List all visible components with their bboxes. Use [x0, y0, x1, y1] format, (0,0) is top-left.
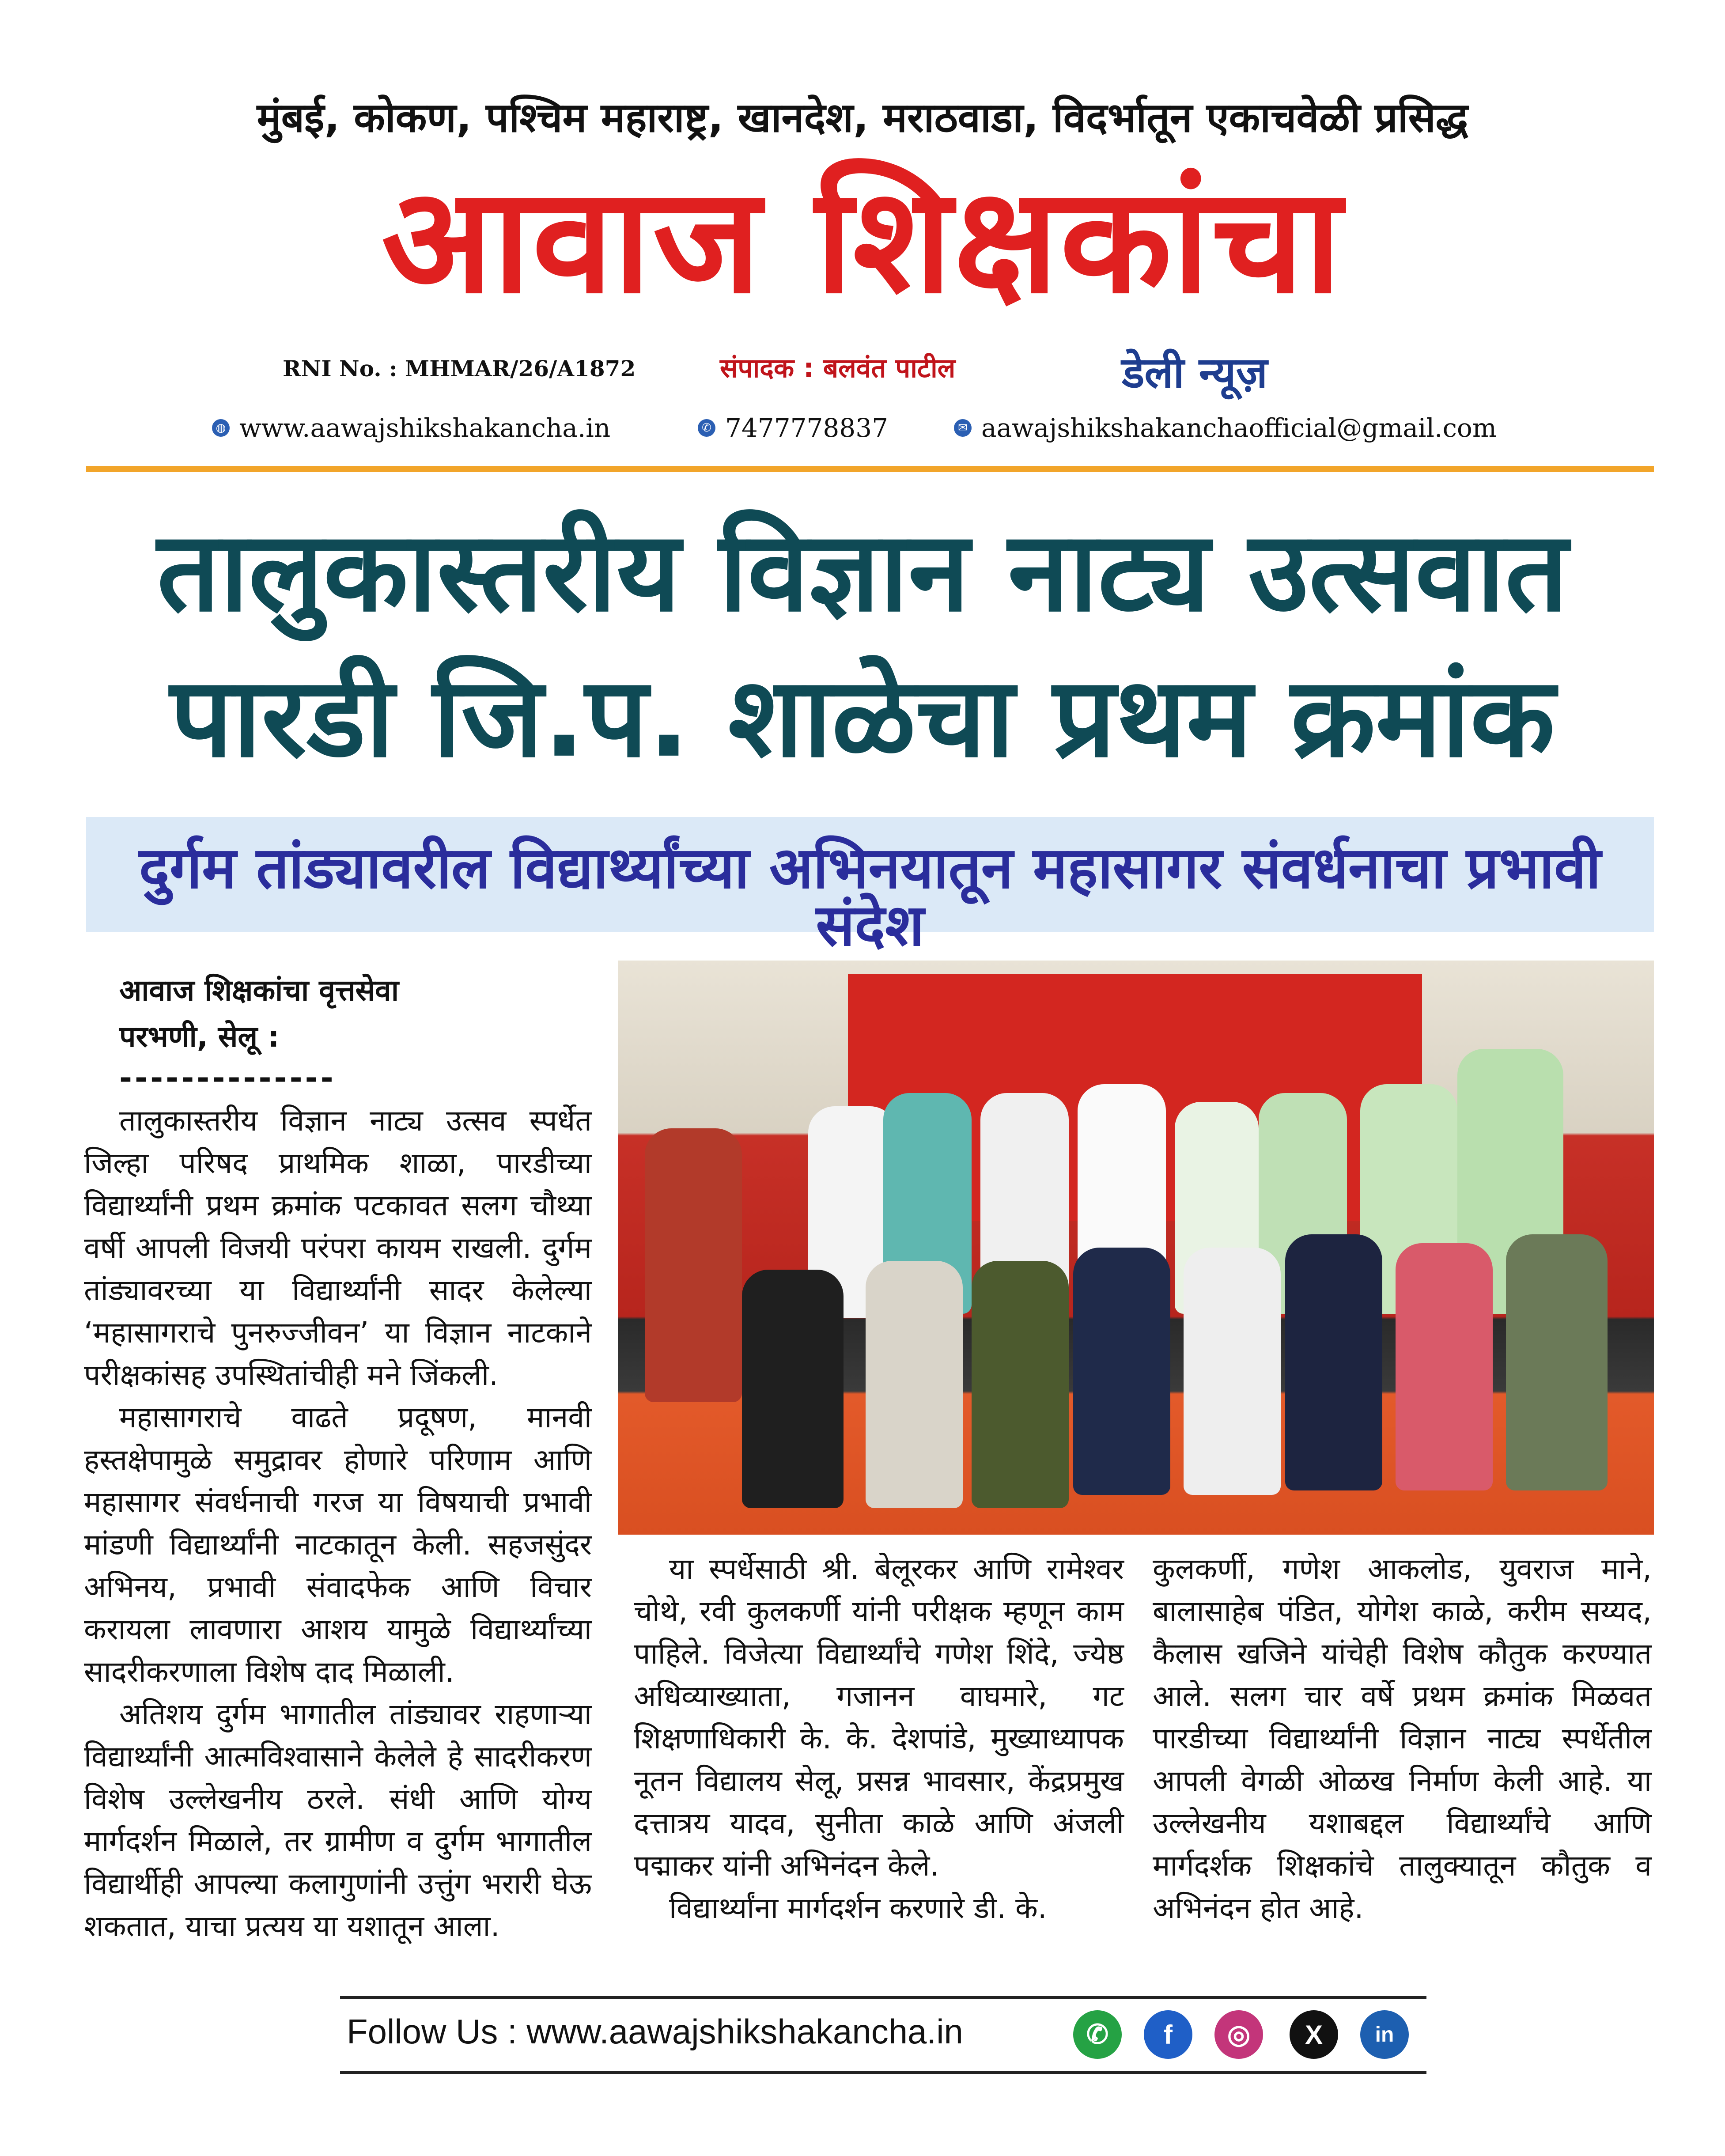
news-photo [618, 961, 1654, 1535]
photo-student [742, 1270, 844, 1508]
globe-icon: ◍ [212, 419, 230, 437]
website-text: www.aawajshikshakancha.in [239, 413, 611, 443]
website-contact[interactable] [212, 413, 610, 443]
phone-contact[interactable] [698, 413, 888, 443]
photo-student [1184, 1248, 1281, 1495]
linkedin-icon[interactable]: in [1360, 2010, 1409, 2059]
photo-student [1506, 1234, 1608, 1490]
article-paragraph: कुलकर्णी, गणेश आकलोड, युवराज माने, बालासाहेब पंडित, योगेश काळे, करीम सय्यद, कैलास खजिने यांचेही विशेष कौतुक करण्यात आले. सलग चार वर्षे प्रथम क्रमांक मिळवत पारडीच्या विद्यार्थ्यांनी विज्ञान नाट्य स्पर्धेतील आपली वेगळी ओळख निर्माण केली आहे. या उल्लेखनीय यशाबद्दल विद्यार्थ्यांचे आणि मार्गदर्शक शिक्षकांचे तालुक्यातून कौतुक व अभिनंदन होत आहे. [1153, 1552, 1652, 1925]
article-column-2 [634, 1548, 1124, 1929]
phone-text: 7477778837 [725, 413, 889, 443]
footer-rule-top [340, 1996, 1426, 1999]
article-column-1 [84, 1100, 592, 1948]
follow-us-text[interactable]: Follow Us : www.aawajshikshakancha.in [347, 2012, 963, 2051]
footer-rule-bottom [340, 2071, 1426, 2074]
article-paragraph: तालुकास्तरीय विज्ञान नाट्य उत्सव स्पर्धेत जिल्हा परिषद प्राथमिक शाळा, पारडीच्या विद्यार्थ्यांनी प्रथम क्रमांक पटकावत सलग चौथ्या वर्षी आपली विजयी परंपरा कायम राखली. दुर्गम तांड्यावरच्या या विद्यार्थ्यांनी सादर केलेल्या ‘महासागराचे पुनरुज्जीवन’ या विज्ञान नाटकाने परीक्षकांसह उपस्थितांचीही मने जिंकली. [84, 1104, 592, 1392]
photo-student [1285, 1234, 1382, 1490]
rni-number: RNI No. : MHMAR/26/A1872 [283, 356, 636, 382]
whatsapp-icon[interactable]: ✆ [1073, 2010, 1122, 2059]
photo-student [1073, 1248, 1170, 1495]
tagline: मुंबई, कोकण, पश्चिम महाराष्ट्र, खानदेश, मराठवाडा, विदर्भातून एकाचवेळी प्रसिद्ध [257, 94, 1468, 141]
article-paragraph: अतिशय दुर्गम भागातील तांड्यावर राहणाऱ्या विद्यार्थ्यांनी आत्मविश्वासाने केलेले हे सादरीकरण विशेष उल्लेखनीय ठरले. संधी आणि योग्य मार्गदर्शन मिळाले, तर ग्रामीण व दुर्गम भागातील विद्यार्थीही आपल्या कलागुणांनी उत्तुंग भरारी घेऊ शकतात, याचा प्रत्यय या यशातून आला. [84, 1697, 592, 1943]
instagram-icon[interactable]: ◎ [1214, 2010, 1263, 2059]
facebook-icon[interactable]: f [1144, 2010, 1192, 2059]
article-paragraph: विद्यार्थ्यांना मार्गदर्शन करणारे डी. के. [669, 1891, 1047, 1925]
byline-agency: आवाज शिक्षकांचा वृत्तसेवा [119, 973, 399, 1007]
mail-icon: ✉ [954, 419, 972, 437]
daily-news-label: डेली न्यूज़ [1122, 348, 1267, 397]
email-text: aawajshikshakanchaofficial@gmail.com [981, 413, 1497, 443]
byline-place: परभणी, सेलू : [119, 1020, 280, 1054]
byline-separator: -------------- [119, 1060, 336, 1096]
header-divider [86, 466, 1654, 472]
email-contact[interactable] [954, 413, 1497, 443]
masthead-title: आवाज शिक्षकांचा [381, 156, 1344, 325]
headline-line-1: तालुकास्तरीय विज्ञान नाट्य उत्सवात [157, 507, 1568, 636]
photo-student [972, 1261, 1069, 1508]
editor-name: संपादक : बलवंत पाटील [720, 353, 956, 384]
headline-line-2: पारडी जि.प. शाळेचा प्रथम क्रमांक [170, 653, 1555, 782]
phone-icon: ✆ [698, 419, 715, 437]
subheadline: दुर्गम तांड्यावरील विद्यार्थ्यांच्या अभिनयातून महासागर संवर्धनाचा प्रभावी संदेश [139, 834, 1601, 959]
photo-person [645, 1128, 742, 1402]
article-paragraph: महासागराचे वाढते प्रदूषण, मानवी हस्तक्षेपामुळे समुद्रावर होणारे परिणाम आणि महासागर संवर्धनाची गरज या विषयाची प्रभावी मांडणी विद्यार्थ्यांनी नाटकातून केली. सहजसुंदर अभिनय, प्रभावी संवादफेक आणि विचार करायला लावणारा आशय यामुळे विद्यार्थ्यांच्या सादरीकरणाला विशेष दाद मिळाली. [84, 1400, 592, 1689]
photo-student [866, 1261, 963, 1508]
x-icon[interactable]: X [1290, 2010, 1338, 2059]
article-column-3 [1153, 1548, 1652, 1929]
article-paragraph: या स्पर्धेसाठी श्री. बेलूरकर आणि रामेश्वर चोथे, रवी कुलकर्णी यांनी परीक्षक म्हणून काम पाहिले. विजेत्या विद्यार्थ्यांचे गणेश शिंदे, ज्येष्ठ अधिव्याख्याता, गजानन वाघमारे, गट शिक्षणाधिकारी के. के. देशपांडे, मुख्याध्यापक नूतन विद्यालय सेलू, प्रसन्न भावसार, केंद्रप्रमुख दत्तात्रय यादव, सुनीता काळे आणि अंजली पद्माकर यांनी अभिनंदन केले. [634, 1552, 1124, 1883]
photo-student [1396, 1243, 1493, 1490]
